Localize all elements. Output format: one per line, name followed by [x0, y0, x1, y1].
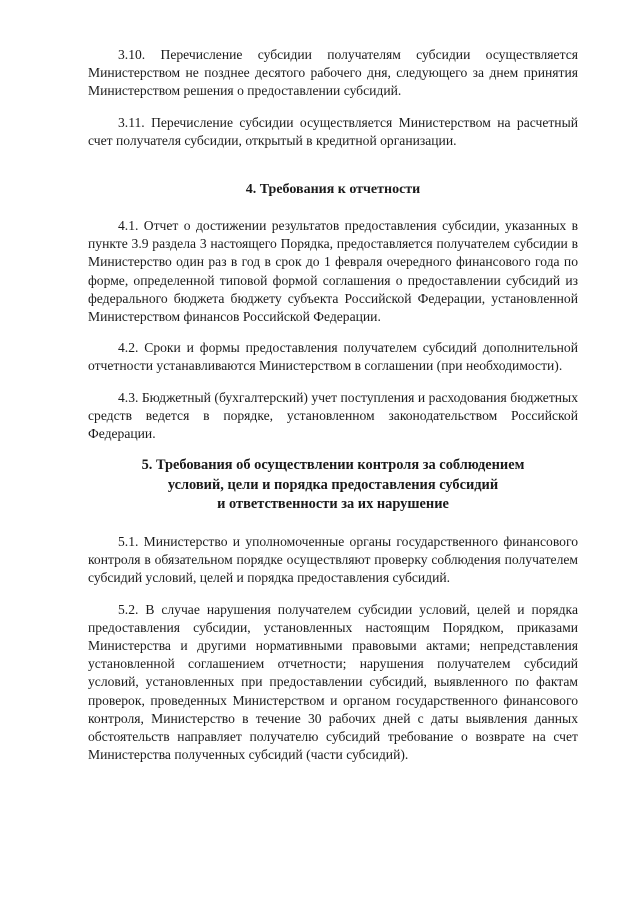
section-5-heading — [88, 456, 578, 515]
paragraph-3-10: 3.10. Перечисление субсидии получателям субсидии осуществляется Министерством не позднее десятого рабочего дня, следующего за днем принятия Министерством решения о предоставлении субсидий. — [88, 47, 578, 99]
paragraph-4-2: 4.2. Сроки и формы предоставления получателем субсидий дополнительной отчетности устанавливаются Министерством в соглашении (при необходимости). — [88, 340, 578, 374]
section-4-heading: 4. Требования к отчетности — [245, 182, 421, 198]
paragraph-5-2: 5.2. В случае нарушения получателем субсидии условий, целей и порядка предоставления субсидии, установленных настоящим Порядком, приказами Министерства и другими нормативными правовыми актами; непредставления установленной соглашением отчетности; нарушения получателем субсидий условий, установленных при предоставлении субсидий, выявленного по фактам проверок, проведенных Министерством и органом государственного финансового контроля, Министерство в течение 30 рабочих дней с даты выявления данных обстоятельств направляет получателю субсидий требование о возврате на счет Министерства полученных субсидий (части субсидий). — [88, 601, 578, 763]
paragraph-4-3: 4.3. Бюджетный (бухгалтерский) учет поступления и расходования бюджетных средств ведется в порядке, установленном законодательством Российской Федерации. — [88, 389, 578, 442]
section-5-heading-line-2: условий, цели и порядка предоставления субсидий — [167, 476, 499, 493]
section-5-heading-line-1: 5. Требования об осуществлении контроля за соблюдением — [141, 457, 525, 474]
document-page — [88, 46, 578, 764]
paragraph-4-1: 4.1. Отчет о достижении результатов предоставления субсидии, указанных в пункте 3.9 раздела 3 настоящего Порядка, предоставляется получателем субсидии в Министерство один раз в год в срок до 1 февраля очередного финансового года по форме, определенной типовой формой соглашения о предоставлении субсидий из федерального бюджета бюджету субъекта Российской Федерации, установленной Министерством финансов Российской Федерации. — [88, 218, 578, 325]
paragraph-5-1: 5.1. Министерство и уполномоченные органы государственного финансового контроля в обязательном порядке осуществляют проверку соблюдения получателем субсидий условий, целей и порядка предоставления субсидий. — [88, 534, 578, 586]
section-5-heading-line-3: и ответственности за их нарушение — [217, 496, 449, 513]
paragraph-3-11: 3.11. Перечисление субсидии осуществляется Министерством на расчетный счет получателя субсидии, открытый в кредитной организации. — [88, 114, 578, 148]
